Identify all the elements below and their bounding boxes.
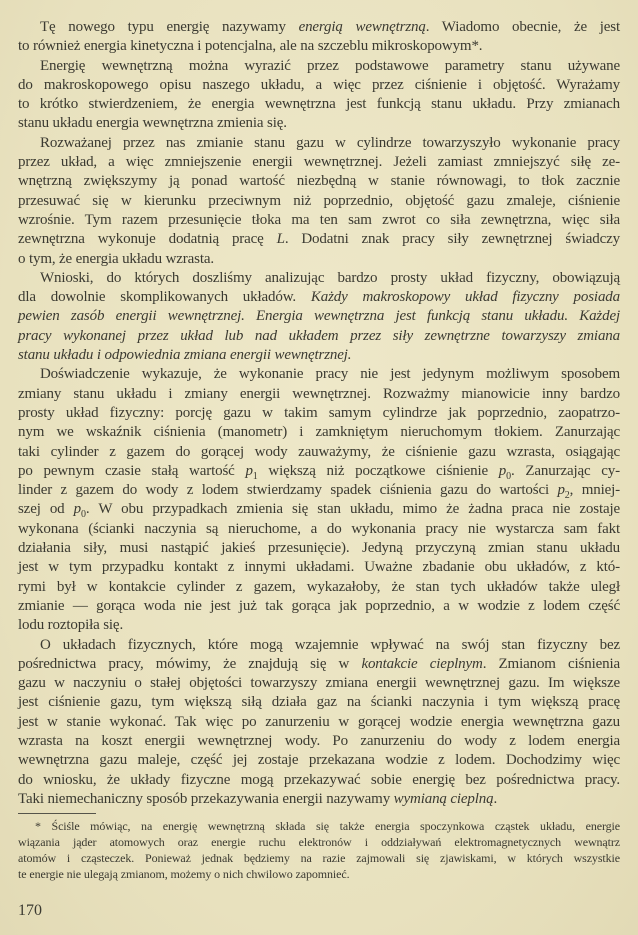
text-segment: wzrośnie. Tym razem przesunięcie tłoka ma ten sam zwrot co siła zewnętrzna, więc siła [18,211,620,228]
text-line [18,693,620,712]
text-line [18,500,620,519]
text-segment: zewnętrzna wykonuje dodatnią pracę [18,231,277,248]
text-segment: lodu roztopiła się. [18,617,124,634]
italic-text: kontakcie cieplnym [361,655,483,672]
text-line [18,539,620,558]
text-segment: Wnioski, do których doszliśmy analizując bardzo prosty układ fizyczny, obowiązują [40,269,620,286]
text-segment: to również energia kinetyczna i potencjalna, ale na szczeblu mikroskopowym*. [18,38,483,55]
text-segment: nym we wskaźnik ciśnienia (manometr) i zamkniętym nieruchomym tłokiem. Zanurzając [18,424,620,441]
paragraph [18,134,620,269]
text-segment: . Zanurzając cy- [511,462,620,479]
text-line [18,462,620,481]
text-line [18,481,620,500]
italic-text: wymianą cieplną [393,790,494,807]
body-text [18,18,620,809]
text-line [18,616,620,635]
text-line [18,346,620,365]
text-segment: zmiany stanu układu i zmiany energii wewnętrznej. Rozważmy mianowicie inny bardzo [18,385,620,402]
text-line [18,771,620,790]
text-segment: przez układ, a więc zmniejszenie energii wewnętrznej. Jeżeli zamiast zmniejszyć siłę ze- [18,154,620,171]
text-line [18,230,620,249]
text-line [18,790,620,809]
paragraph [18,269,620,365]
text-line [18,172,620,191]
text-line [18,834,620,850]
text-segment: gazu w naczyniu o stałej objętości towarzyszy zmiana energii wewnętrznej gazu. Im większe [18,675,620,692]
text-segment: po pewnym czasie stałą wartość [18,462,246,479]
italic-text: Każdy makroskopowy układ fizyczny posiada [310,289,620,306]
text-segment: Taki niemechaniczny sposób przekazywania energii nazywamy [18,790,394,807]
text-line [18,443,620,462]
page-number: 170 [18,902,42,919]
text-segment: jest ciśnienie gazu, tym większą siłą działa gaz na ścianki naczynia i tym większą pracę [18,694,620,711]
italic-text: p [73,501,82,518]
text-segment: do wniosku, że układy fizyczne mogą przekazywać sobie energię bez pośrednictwa pracy. [18,771,620,788]
text-segment: . W obu przypadkach zmienia się stan układu, mimo że żadna praca nie zostaje [85,501,620,518]
text-segment: rymi był w kontakcie cylinder z gazem, wykazałoby, że stan tych układów także uległ [18,578,620,595]
text-segment: . Zmianom ciśnienia [482,655,620,672]
text-line [18,288,620,307]
italic-text: stanu układu i odpowiednia zmiana energii wewnętrznej. [18,347,352,364]
text-line [18,327,620,346]
italic-text: pewien zasób energii wewnętrznej. Energia wewnętrzna jest funkcją stanu układu. Każdej [18,308,620,325]
text-line [18,385,620,404]
text-segment: wzrasta na koszt energii wewnętrznej wody. Po zanurzeniu do wody z lodem energia [18,732,620,749]
text-line [18,18,620,37]
text-line [18,520,620,539]
text-line [18,192,620,211]
text-segment: dla dowolnie skomplikowanych układów. [18,289,311,306]
text-segment: Tę nowego typu energię nazywamy [40,19,299,35]
italic-text: L [276,231,285,248]
text-line [18,818,620,834]
text-segment: prosty układ fizyczny: porcję gazu w takim samym cylindrze jak poprzednio, zaopatrzo- [18,404,620,421]
text-line [18,636,620,655]
text-line [18,558,620,577]
text-line [18,423,620,442]
text-segment: atomów i cząsteczek. Ponieważ jednak będziemy na razie zajmowali się zjawiskami, w których wszystkie [18,851,620,865]
footnote [18,818,620,882]
text-line [18,37,620,56]
text-segment: działania siły, musi nastąpić jakieś przesunięcie). Jedyną przyczyną zmian stanu układu [18,540,620,557]
text-segment: O układach fizycznych, które mogą wzajemnie wpływać na swój stan fizyczny bez [40,636,620,653]
text-segment: to krótko stwierdzeniem, że energia wewnętrzna jest funkcją stanu układu. Przy zmianach [18,96,620,113]
footnote-divider [18,813,96,814]
text-segment: przesuwać się w kierunku przeciwnym niż poprzednio, objętość gazu zmaleje, ciśnienie [18,192,620,209]
text-line [18,850,620,866]
text-segment: większą niż początkowe ciśnienie [257,462,499,479]
text-segment: Energię wewnętrzną można wyrazić przez podstawowe parametry stanu używane [40,57,620,74]
text-line [18,114,620,133]
paragraph [18,18,620,57]
text-line [18,578,620,597]
text-segment: Doświadczenie wykazuje, że wykonanie pracy nie jest jedynym możliwym sposobem [40,366,620,383]
italic-text: energią wewnętrzną [298,19,426,35]
text-segment: jest w stanie wykonać. Tak więc po zanurzeniu w gorącej wodzie energia wewnętrzna gazu [18,713,620,730]
text-line [18,674,620,693]
text-line [18,153,620,172]
italic-text: p [557,482,565,499]
subscript: 0 [81,509,86,521]
text-line [18,269,620,288]
text-segment: szej od [18,501,74,518]
text-segment: o tym, że energia układu wzrasta. [18,250,214,267]
text-segment: te energie nie ulegają zmianom, możemy o nich chwilowo zapomnieć. [18,867,350,881]
subscript: 2 [564,490,570,502]
text-line [18,134,620,153]
text-line [18,751,620,770]
text-line [18,307,620,326]
text-segment: . Wiadomo obecnie, że jest [425,19,620,35]
text-segment: pośrednictwa pracy, mówimy, że znajdują się w [18,655,362,672]
text-line [18,250,620,269]
text-segment: stanu układu energia wewnętrzna zmienia się. [18,115,287,132]
text-line [18,597,620,616]
text-segment: wiązania jąder atomowych oraz energie ruchu elektronów i oddziaływań elektromagnetycznych wewnątrz [18,835,620,849]
text-segment: linder z gazem do wody z lodem stwierdzamy spadek ciśnienia gazu do wartości [18,482,558,499]
subscript: 0 [506,470,512,482]
text-line [18,713,620,732]
paragraph [18,57,620,134]
text-segment: wnętrzną zwiększymy ją ponad wartość niezbędną w stanie równowagi, to tłok zacznie [18,173,620,190]
text-line [18,76,620,95]
text-segment: . Dodatni znak pracy siły zewnętrznej świadczy [284,231,620,248]
text-line [18,866,620,882]
text-line [18,57,620,76]
text-segment: Rozważanej przez nas zmianie stanu gazu w cylindrze towarzyszyło wykonanie pracy [40,134,620,151]
paragraph [18,636,620,810]
text-segment: wykonana (ścianki naczynia są nieruchome, a do wykonania pracy nie wystarcza sam fakt [18,520,620,537]
italic-text: p [245,462,253,479]
text-segment: do makroskopowego opisu naszego układu, a więc przez ciśnienie i objętość. Wyrażamy [18,76,620,93]
text-segment: . [493,790,498,807]
subscript: 1 [252,470,258,482]
text-segment: * Ściśle mówiąc, na energię wewnętrzną składa się także energia spoczynkowa cząstek układu, energie [35,819,620,833]
text-line [18,732,620,751]
text-segment: , mniej- [569,482,620,499]
italic-text: pracy wykonanej przez układ lub nad układem przez siły zewnętrzne towarzyszy zmiana [18,327,620,344]
paragraph [18,365,620,635]
text-segment: taki cylinder z gazem do gorącej wody zauważymy, że ciśnienie gazu wzrasta, osiągając [18,443,620,460]
text-line [18,404,620,423]
text-segment: jest w tym przypadku kontakt z innymi układami. Uważne zbadanie obu układów, z któ- [18,559,620,576]
text-line [18,365,620,384]
text-line [18,211,620,230]
text-line [18,95,620,114]
italic-text: p [498,462,507,479]
text-segment: zmianie — gorąca woda nie jest już tak gorąca jak poprzednio, a w wodzie z lodem część [18,597,620,614]
text-segment: wewnętrzna gazu maleje, część jej zostaje przekazana wodzie z lodem. Dochodzimy więc [18,752,620,769]
text-line [18,655,620,674]
